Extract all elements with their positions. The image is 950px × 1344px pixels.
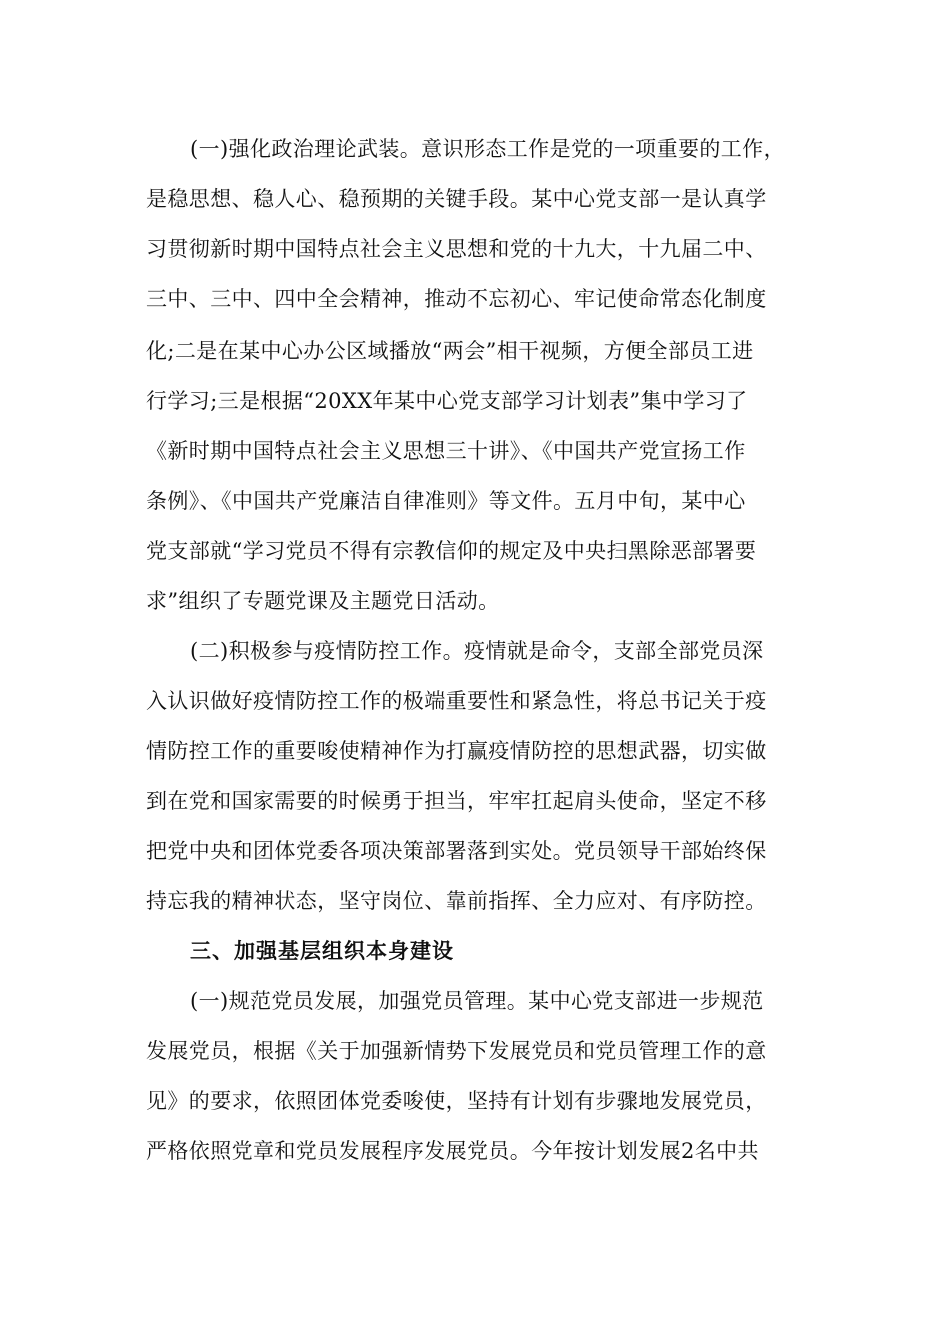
paragraph-1-line-6: 行学习;三是根据“20XX年某中心党支部学习计划表”集中学习了: [146, 389, 748, 413]
paragraph-3-line-2: 发展党员，根据《关于加强新情势下发展党员和党员管理工作的意: [146, 1039, 767, 1063]
paragraph-1-line-3: 习贯彻新时期中国特点社会主义思想和党的十九大，十九届二中、: [146, 237, 767, 261]
paragraph-1-line-4: 三中、三中、四中全会精神，推动不忘初心、牢记使命常态化制度: [146, 287, 767, 311]
paragraph-2-line-4: 到在党和国家需要的时候勇于担当，牢牢扛起肩头使命，坚定不移: [146, 789, 767, 813]
paragraph-1-line-7: 《新时期中国特点社会主义思想三十讲》、《中国共产党宣扬工作: [146, 439, 746, 463]
paragraph-1-line-5: 化;二是在某中心办公区域播放“两会”相干视频，方便全部员工进: [146, 339, 754, 363]
paragraph-1-line-1: (一)强化政治理论武装。意识形态工作是党的一项重要的工作，: [190, 137, 785, 161]
paragraph-2-line-1: (二)积极参与疫情防控工作。疫情就是命令，支部全部党员深: [190, 639, 764, 663]
paragraph-1-line-2: 是稳思想、稳人心、稳预期的关键手段。某中心党支部一是认真学: [146, 187, 767, 211]
paragraph-2-line-5: 把党中央和团体党委各项决策部署落到实处。党员领导干部始终保: [146, 839, 767, 863]
paragraph-1-line-9: 党支部就“学习党员不得有宗教信仰的规定及中央扫黑除恶部署要: [146, 539, 757, 563]
paragraph-3-line-1: (一)规范党员发展，加强党员管理。某中心党支部进一步规范: [190, 989, 764, 1013]
paragraph-1-line-10: 求”组织了专题党课及主题党日活动。: [146, 589, 500, 613]
paragraph-1-line-8: 条例》、《中国共产党廉洁自律准则》等文件。五月中旬，某中心: [146, 489, 746, 513]
paragraph-3-line-4: 严格依照党章和党员发展程序发展党员。今年按计划发展2名中共: [146, 1139, 759, 1163]
paragraph-2-line-2: 入认识做好疫情防控工作的极端重要性和紧急性，将总书记关于疫: [146, 689, 767, 713]
paragraph-3-line-3: 见》的要求，依照团体党委唆使，坚持有计划有步骤地发展党员，: [146, 1089, 767, 1113]
paragraph-2-line-3: 情防控工作的重要唆使精神作为打赢疫情防控的思想武器，切实做: [146, 739, 767, 763]
section-heading: 三、加强基层组织本身建设: [190, 938, 454, 963]
paragraph-2-line-6: 持忘我的精神状态，坚守岗位、靠前指挥、全力应对、有序防控。: [146, 889, 767, 913]
